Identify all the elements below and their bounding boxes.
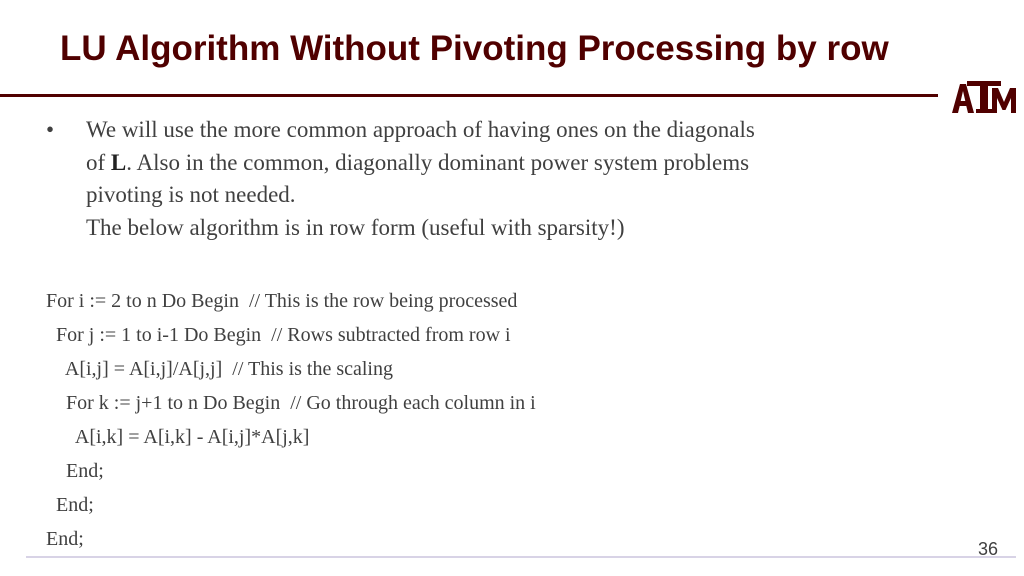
code-line: For i := 2 to n Do Begin // This is the row being processed [46,290,518,312]
texas-am-logo [951,80,1017,114]
bold-matrix-l: L [110,149,127,175]
page-number: 36 [977,539,998,559]
title-divider [0,94,938,97]
code-line: A[i,j] = A[i,j]/A[j,j] // This is the scaling [46,358,393,380]
code-line: For k := j+1 to n Do Begin // Go through each column in i [46,392,536,414]
bullet-line-2-rest: . Also in the common, diagonally dominant power system problems [126,149,750,175]
slide-title: LU Algorithm Without Pivoting Processing by row [60,29,889,68]
footer-divider [26,556,1016,558]
algorithm-code [46,284,536,556]
code-line: End; [46,494,94,516]
code-line: End; [46,528,84,550]
code-line: End; [46,460,104,482]
bullet-line-3: pivoting is not needed. [86,182,296,207]
bullet-line-4: The below algorithm is in row form (useful with sparsity!) [86,214,625,240]
code-line: A[i,k] = A[i,k] - A[i,j]*A[j,k] [46,426,310,448]
code-line: For j := 1 to i-1 Do Begin // Rows subtracted from row i [46,324,511,346]
bullet-line-2 [86,147,946,180]
bullet-line-1: We will use the more common approach of having ones on the diagonals [86,117,755,142]
bullet-marker: • [46,117,55,142]
bullet-of-prefix: of [86,149,111,175]
bullet-paragraph [46,114,946,244]
